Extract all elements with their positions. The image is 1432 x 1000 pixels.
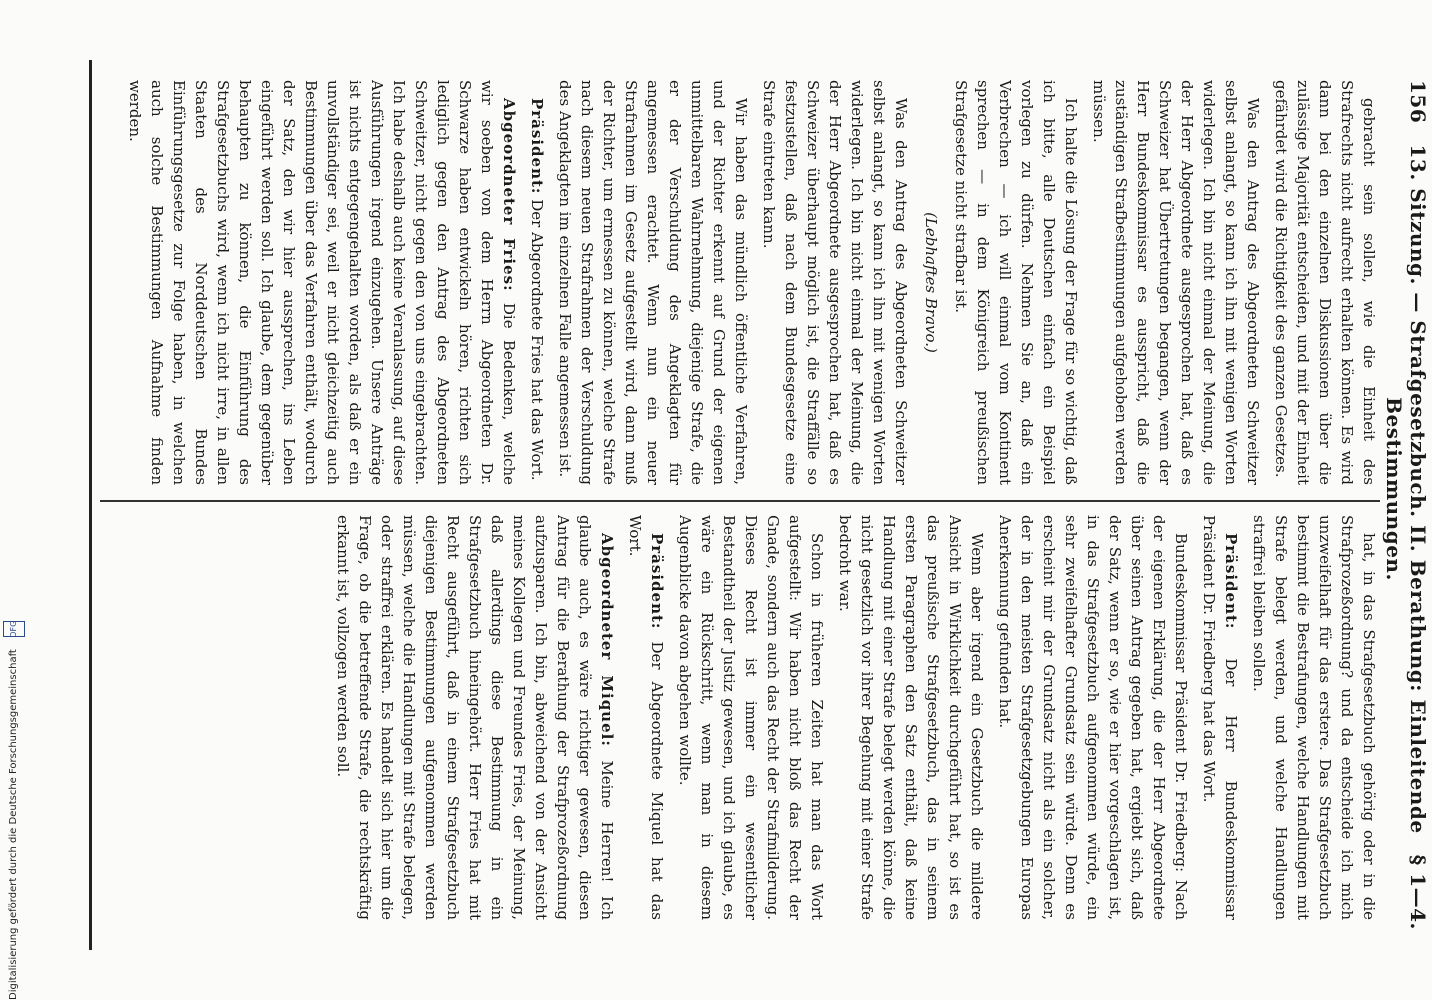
page-content: [80, 60, 1430, 950]
header-section: § 1—4.: [1406, 854, 1430, 930]
paragraph: Ich halte die Lösung der Frage für so wichtig, daß ich bitte, alle Deutschen einfach ein Beispiel vorlegen zu dürfen. Nehmen Sie an, daß ein Verbrechen — ich will einmal vom Kontinent sprechen — in dem Königreich preußischen Strafgesetze nicht strafbar ist.: [952, 80, 1080, 485]
speech-text: Meine Herren! Ich glaube auch, es wäre richtiger gewesen, diesen Antrag für die Berathung der Strafprozeßordnung aufzusparen. Ich bin, abweichend von der Ansicht meines Kollegen und Freundes Fries, der Meinung, daß allerdings diese Bestimmung in ein Strafgesetzbuch hineingehört. Herr Fries hat mit Recht ausgeführt, daß in einem Strafgesetzbuch diejenigen Bestimmungen aufgenommen werden müssen, welche die Handlungen mit Strafe belegen, oder straffrei erklären. Es handelt sich hier um die Frage, ob die betreffende Strafe, die rechtskräftig erkannt ist, vollzogen werden soll.: [334, 515, 616, 920]
header-title: 13. Sitzung. — Strafgesetzbuch. II. Berathung: Einleitende Bestimmungen.: [1382, 144, 1430, 834]
paragraph: Was den Antrag des Abgeordneten Schweitzer selbst anlangt, so kann ich ihn mit wenigen Worten widerlegen. Ich bin nicht einmal der Meinung, die der Herr Abgeordnete ausgesprochen hat, daß es Schweizer überhaupt möglich ist, die Straffälle so festzustellen, daß nach dem Bundesgesetze eine Strafe eintreten kann.: [760, 80, 910, 485]
speech-text: Der Herr Bundeskommissar Präsident Dr. Friedberg hat das Wort.: [1200, 515, 1240, 920]
paragraph: Wir haben das mündlich öffentliche Verfahren, und der Richter erkennt auf Grund der eigenen unmittelbaren Wahrnehmung, diejenige Strafe, die er der Verschuldung des Angeklagten für angemessen erachtet. Wenn nun ein neuer Strafrahmen im Gesetz aufgestellt wird, dann muß der Richter, um ermessen zu können, welche Strafe nach diesem neuen Strafrahmen der Verschuldung des Angeklagten im einzelnen Falle angemessen ist.: [556, 80, 750, 485]
footer-text-row: [2, 0, 26, 1000]
speaker-name: Präsident:: [648, 533, 666, 630]
applause-note: (Lebhaftes Bravo.): [922, 212, 940, 353]
speaker-name: Abgeordneter Miquel:: [598, 533, 616, 747]
digitization-footer: [2, 0, 28, 1000]
paragraph: Wenn aber irgend ein Gesetzbuch die mildere Ansicht in Wirklichkeit durchgeführt hat, so ist es das preußische Strafgesetzbuch, das in seinem ersten Paragraphen den Satz enthält, daß keine Handlung mit einer Strafe belegt werden könne, die nicht gesetzlich vor ihrer Begehung mit einer Strafe bedroht war.: [836, 515, 986, 920]
speaker-name: Präsident:: [1222, 533, 1240, 630]
running-header: [1382, 80, 1430, 930]
paragraph: Was den Antrag des Abgeordneten Schweitzer selbst anlangt, so kann ich ihn mit wenigen Worten widerlegen. Ich bin nicht einmal der Meinung, die der Herr Abgeordnete ausgesprochen hat, daß es Schweizer hat Übertretungen begangen, wenn der Herr Bundeskommissar es ausspricht, daß die zuständigen Strafbestimmungen aufgehoben werden müssen.: [1090, 80, 1262, 485]
speech-entry: [624, 515, 668, 920]
dfg-logo-icon: DFG: [3, 621, 25, 637]
speech-entry: [332, 515, 618, 920]
paragraph: hat, in das Strafgesetzbuch gehörig oder in die Strafprozeßordnung? und da entscheide ich mich unzweifelhaft für das erstere. Das Strafgesetzbuch bestimmt die Bestrafungen, welche Handlungen mit Strafe belegt werden, und welche Handlungen straffrei bleiben sollen.: [1250, 515, 1378, 920]
bottom-rule: [89, 60, 92, 950]
footer-credit: Digitalisierung gefördert durch die Deutsche Forschungsgemeinschaft: [8, 649, 19, 1000]
speech-text: Die Bedenken, welche wir soeben von dem Herrn Abgeordneten Dr. Schwarze haben entwickeln hören, richten sich lediglich gegen den Antrag des Abgeordneten Schweitzer, nicht gegen den von uns eingebrachten. Ich habe deshalb auch keine Veranlassung, auf diese Ausführungen irgend einzugehen. Unsere Anträge ist nichts entgegengehalten worden, als daß er ein unvollständiger sei, weil er nicht gleichzeitig auch Bestimmungen über das Verfahren enthält, wodurch der Satz, den wir hier aussprechen, ins Leben eingeführt werden soll. Ich glaube, dem gegenüber behaupten zu können, die Einführung des Strafgesetzbuchs wird, wenn ich nicht irre, in allen Staaten des Norddeutschen Bundes Einführungsgesetze zur Folge haben, in welchen auch solche Bestimmungen Aufnahme finden werden.: [126, 80, 518, 485]
speaker-name: Präsident:: [528, 98, 546, 195]
right-column: [100, 515, 1380, 920]
paragraph: Bundeskommissar Präsident Dr. Friedberg: Nach der eigenen Erklärung, die der Herr Abgeordnete über seinen Antrag gegeben hat, ergiebt sich, daß der Satz, wenn er so, wie er hier vorgeschlagen ist, in das Strafgesetzbuch aufgenommen würde, ein sehr zweifelhafter Grundsatz sein würde. Denn es erscheint mir der Grundsatz nicht als ein solcher, der in den meisten Strafgesetzgebungen Europas Anerkennung gefunden hat.: [996, 515, 1190, 920]
speech-entry: [526, 80, 548, 485]
speaker-name: Abgeordneter Fries:: [500, 98, 518, 292]
speech-entry: [124, 80, 520, 485]
left-column: [100, 80, 1380, 485]
speech-text: Der Abgeordnete Miquel hat das Wort.: [626, 515, 666, 920]
page-number: 156: [1406, 80, 1430, 124]
paragraph: Schon in früheren Zeiten hat man das Wort aufgestellt: Wir haben nicht bloß das Recht der Gnade, sondern auch das Recht der Strafmilderung. Dieses Recht ist immer ein wesentlicher Bestandtheil der Justiz gewesen, und ich glaube, es wäre ein Rückschritt, wenn man in diesem Augenblicke davon abgehen wollte.: [676, 515, 826, 920]
paragraph: gebracht sein sollen, wie die Einheit des Strafrechts nicht aufrecht erhalten können. Es wird dann bei den einzelnen Diskussionen über die zulässige Majorität entscheiden, und mit der Einheit gefährdet wird die Richtigkeit des ganzen Gesetzes.: [1272, 80, 1378, 485]
rotated-page-region: [80, 60, 1430, 950]
column-divider: [100, 500, 1380, 502]
speech-text: Der Abgeordnete Fries hat das Wort.: [528, 199, 546, 481]
speech-entry: [1198, 515, 1242, 920]
